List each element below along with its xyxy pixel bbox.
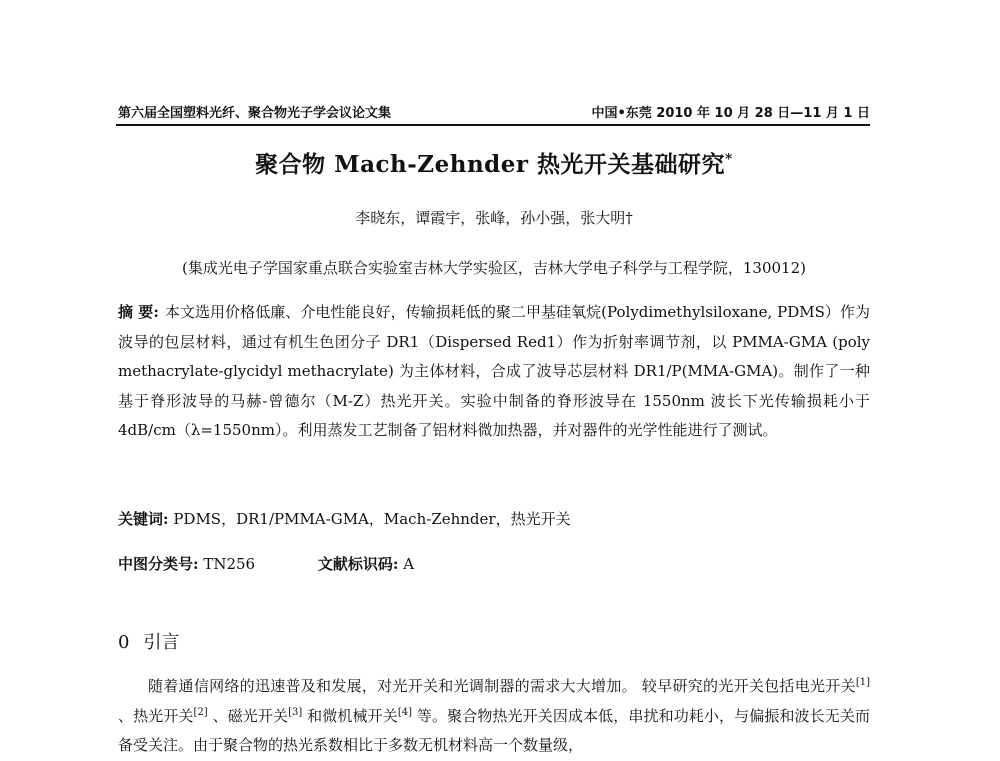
affiliation: (集成光电子学国家重点联合实验室吉林大学实验区，吉林大学电子科学与工程学院，130012) [182,259,806,277]
section-title: 引言 [143,632,180,653]
keywords-text: PDMS，DR1/PMMA-GMA，Mach-Zehnder，热光开关 [173,510,571,528]
keywords [118,508,571,529]
paper-title-text: 聚合物 Mach-Zehnder 热光开关基础研究 [255,151,726,178]
introduction-paragraph [118,672,870,761]
clc-label: 中图分类号: [118,555,199,573]
citation-ref-1: [1] [855,677,870,688]
classification-line [118,553,414,574]
running-header [118,98,870,122]
section-heading-introduction [118,628,179,654]
conference-location-date: 中国•东莞 2010 年 10 月 28 日—11 月 1 日 [591,106,870,121]
body-text-part: 和微机械开关 [302,706,398,725]
author-list: 李晓东，谭霞宇，张峰，孙小强，张大明† [355,209,633,227]
doc-code-value: A [403,555,415,573]
body-text-part: 随着通信网络的迅速普及和发展，对光开关和光调制器的需求大大增加。 较早研究的光开关包括电光开关 [148,677,856,695]
citation-ref-3: [3] [288,706,303,718]
header-rule [116,124,870,126]
abstract-label: 摘 要: [118,303,159,321]
abstract-text: 本文选用价格低廉、介电性能良好，传输损耗低的聚二甲基硅氧烷(Polydimethylsiloxane, PDMS）作为波导的包层材料，通过有机生色团分子 DR1（Dispersed Red1）作为折射率调节剂，以 PMMA-GMA (poly methacrylate-glycidyl methacrylate) 为主体材料，合成了波导芯层材料 DR1/P(MMA-GMA)。制作了一种基于脊形波导的马赫-曾德尔（M-Z）热光开关。实验中制备的脊形波导在 1550nm 波长下光传输损耗小于 4dB/cm（λ=1550nm）。利用蒸发工艺制备了铝材料微加热器，并对器件的光学性能进行了测试。 [118,303,870,439]
doc-code-label: 文献标识码: [317,555,399,573]
conference-proceedings-title: 第六届全国塑料光纤、聚合物光子学会议论文集 [118,106,392,121]
section-number: 0 [118,632,130,653]
paper-title [118,146,870,179]
citation-ref-2: [2] [193,706,208,718]
abstract [118,298,870,446]
keywords-label: 关键词: [118,510,169,528]
body-text-part: 、磁光开关 [207,706,289,725]
body-text-part: 、热光开关 [118,706,194,725]
title-footnote-mark: * [725,151,733,168]
citation-ref-4: [4] [397,706,413,718]
body-text-part: 等。聚合物热光开关因成本低，串扰和功耗小，与偏振和波长无关而备受关注。由于聚合物的热光系数相比于多数无机材料高一个数量级， [118,706,870,754]
clc-value: TN256 [203,555,256,573]
